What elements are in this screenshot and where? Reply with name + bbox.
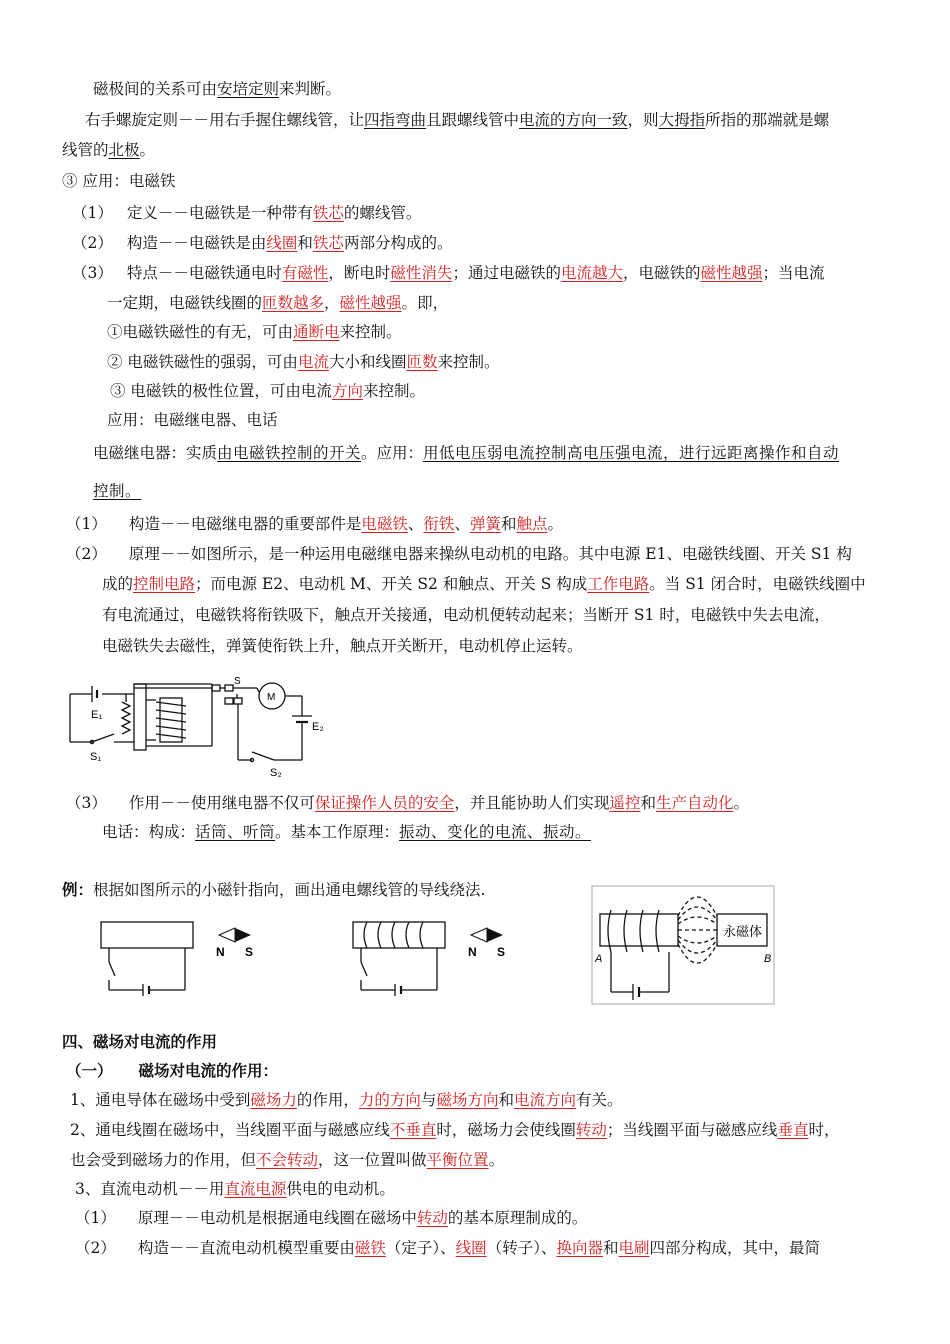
text-line-14: 控制。 — [93, 482, 142, 500]
example-solenoid-diagrams — [95, 880, 785, 1010]
text-line-18: 有电流通过，电磁铁将衔铁吸下，触点开关接通，电动机便转动起来；当断开 S1 时，电磁铁中失去电流， — [102, 606, 830, 624]
text-line-6: （2） 构造－－电磁铁是由线圈和铁芯两部分构成的。 — [72, 234, 453, 252]
text-line-19: 电磁铁失去磁性，弹簧使衔铁上升，触点开关断开，电动机停止运转。 — [102, 637, 583, 655]
text-line-5: （1） 定义－－电磁铁是一种带有铁芯的螺线管。 — [72, 204, 422, 222]
text-line-17: 成的控制电路；而电源 E2、电动机 M、开关 S2 和触点、开关 S 构成工作电路。当 S1 闭合时，电磁铁线圈中 — [102, 575, 866, 593]
text-line-21: 电话：构成：话筒、听筒。基本工作原理：振动、变化的电流、振动。 — [102, 823, 592, 841]
text-line-15: （1） 构造－－电磁继电器的重要部件是电磁铁、衔铁、弹簧和触点。 — [66, 515, 564, 533]
subsection-heading-1: （一） 磁场对电流的作用： — [66, 1061, 279, 1080]
example-line: 例：根据如图所示的小磁针指向，画出通电螺线管的导线绕法. — [62, 880, 486, 899]
compass1-s-label: S — [245, 945, 254, 959]
text-line-7: （3） 特点－－电磁铁通电时有磁性，断电时磁性消失；通过电磁铁的电流越大，电磁铁的磁性越强；当电流 — [72, 264, 825, 282]
text-line-25: 1、通电导体在磁场中受到磁场力的作用，力的方向与磁场方向和电流方向有关。 — [70, 1091, 623, 1109]
end-a-label: A — [595, 953, 603, 965]
relay-circuit-diagram — [62, 672, 352, 782]
compass2-n-label: N — [468, 945, 477, 959]
text-line-2: 右手螺旋定则－－用右手握住螺线管，让四指弯曲且跟螺线管中电流的方向一致，则大拇指所指的那端就是螺 — [85, 111, 830, 129]
end-b-label: B — [764, 953, 772, 965]
text-line-29: （1） 原理－－电动机是根据通电线圈在磁场中转动的基本原理制成的。 — [75, 1209, 588, 1227]
s2-label: S₂ — [270, 767, 282, 779]
text-line-26: 2、通电线圈在磁场中，当线圈平面与磁感应线不垂直时，磁场力会使线圈转动；当线圈平面与磁感应线垂直时， — [70, 1121, 840, 1139]
text-line-3: 线管的北极。 — [62, 141, 156, 159]
compass2-s-label: S — [497, 945, 506, 959]
text-line-27: 也会受到磁场力的作用，但不会转动，这一位置叫做平衡位置。 — [70, 1151, 505, 1169]
s-label: S — [234, 676, 241, 687]
text-line-1: 磁极间的关系可由安培定则来判断。 — [93, 80, 342, 98]
e2-label: E₂ — [312, 721, 324, 733]
e1-label: E₁ — [91, 709, 103, 721]
text-line-13: 电磁继电器：实质由电磁铁控制的开关。应用：用低电压弱电流控制高电压强电流，进行远距离操作和自动 — [93, 444, 840, 462]
text-line-12: 应用：电磁继电器、电话 — [107, 411, 278, 429]
text-line-16: （2） 原理－－如图所示，是一种运用电磁继电器来操纵电动机的电路。其中电源 E1、电磁铁线圈、开关 S1 构 — [66, 545, 852, 563]
text-line-8: 一定期，电磁铁线圈的匝数越多，磁性越强。即， — [107, 294, 449, 312]
s1-label: S₁ — [90, 751, 102, 763]
section-heading-4: 四、磁场对电流的作用 — [62, 1032, 218, 1051]
text-line-4: ③ 应用：电磁铁 — [62, 172, 176, 190]
text-line-9: ①电磁铁磁性的有无，可由通断电来控制。 — [107, 323, 402, 341]
text-line-30: （2） 构造－－直流电动机模型重要由磁铁（定子）、线圈（转子）、换向器和电刷四部分构成，其中，最简 — [75, 1239, 821, 1257]
text-line-20: （3） 作用－－使用继电器不仅可保证操作人员的安全，并且能协助人们实现遥控和生产自动化。 — [66, 794, 749, 812]
text-line-11: ③ 电磁铁的极性位置，可由电流方向来控制。 — [110, 382, 425, 400]
permanent-magnet-label: 永磁体 — [723, 924, 763, 939]
text-line-10: ② 电磁铁磁性的强弱，可由电流大小和线圈匝数来控制。 — [107, 353, 500, 371]
compass1-n-label: N — [216, 945, 225, 959]
motor-label: M — [267, 692, 276, 703]
text-line-28: 3、直流电动机－－用直流电源供电的电动机。 — [75, 1180, 395, 1198]
